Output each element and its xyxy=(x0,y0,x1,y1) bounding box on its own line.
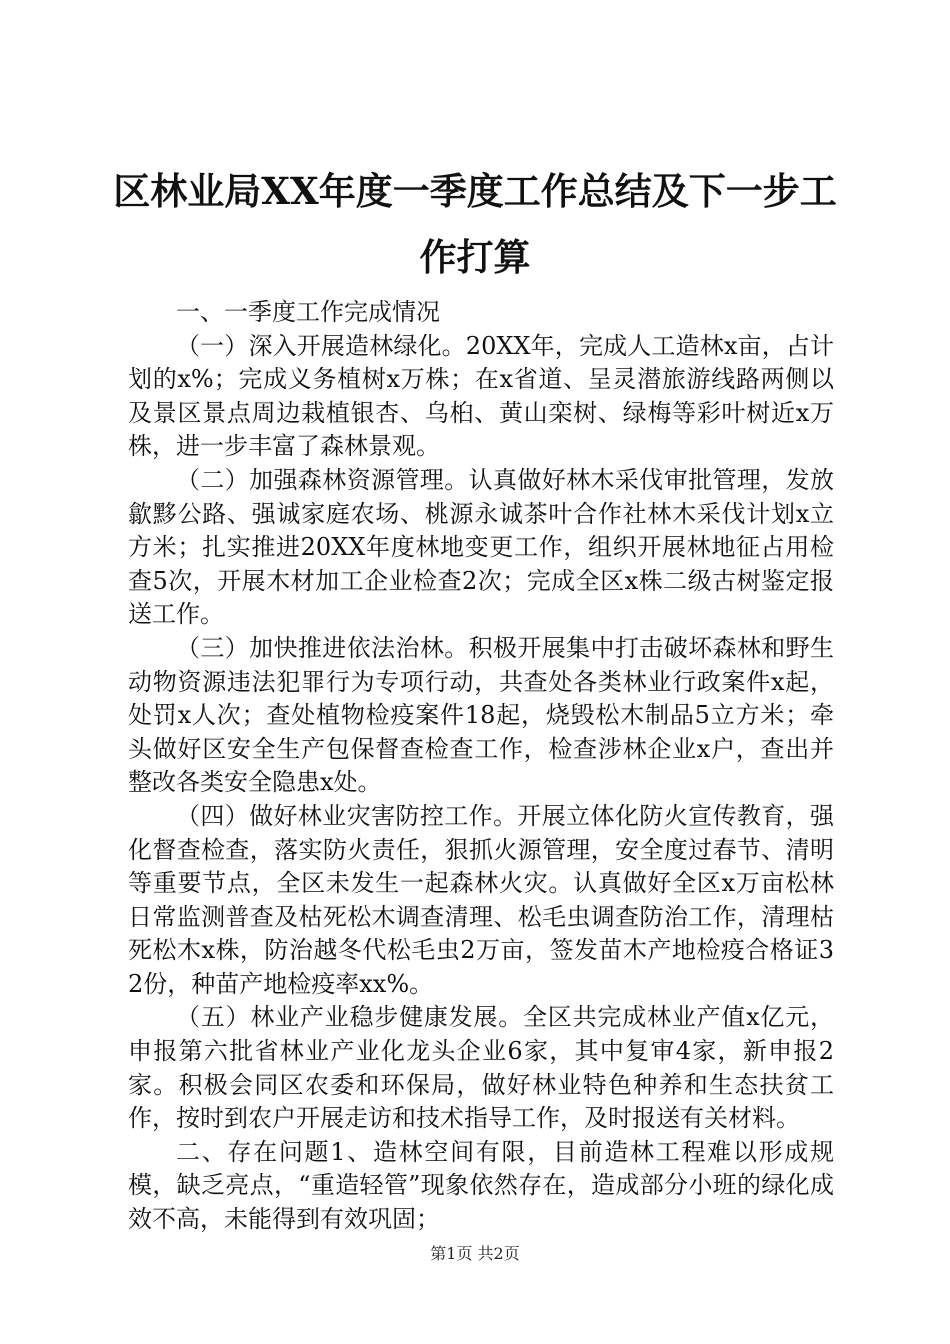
page-footer: 第1页 共2页 xyxy=(430,1244,520,1263)
paragraph-resource-management: （二）加强森林资源管理。认真做好林木采伐审批管理，发放歙黟公路、强诚家庭农场、桃源永诚茶叶合作社林木采伐计划x立方米；扎实推进20XX年度林地变更工作，组织开展林地征占用检查5次，开展木材加工企业检查2次；完成全区x株二级古树鉴定报送工作。 xyxy=(128,465,834,629)
paragraph-disaster-prevention: （四）做好林业灾害防控工作。开展立体化防火宣传教育，强化督查检查，落实防火责任，狠抓火源管理，安全度过春节、清明等重要节点，全区未发生一起森林火灾。认真做好全区x万亩松林日常监测普查及枯死松木调查清理、松毛虫调查防治工作，清理枯死松木x株，防治越冬代松毛虫2万亩，签发苗木产地检疫合格证32份，种苗产地检疫率xx%。 xyxy=(128,801,834,998)
paragraph-existing-problems: 二、存在问题1、造林空间有限，目前造林工程难以形成规模，缺乏亮点，“重造轻管”现象依然存在，造成部分小班的绿化成效不高，未能得到有效巩固； xyxy=(128,1137,834,1234)
document-title: 区林业局XX年度一季度工作总结及下一步工作打算 xyxy=(113,169,837,279)
document-body xyxy=(128,296,834,1237)
paragraph-law-enforcement: （三）加快推进依法治林。积极开展集中打击破坏森林和野生动物资源违法犯罪行为专项行动，共查处各类林业行政案件x起，处罚x人次；查处植物检疫案件18起，烧毁松木制品5立方米；牵头做好区安全生产包保督查检查工作，检查涉林企业x户，查出并整改各类安全隐患x处。 xyxy=(128,633,834,797)
paragraph-industry-development: （五）林业产业稳步健康发展。全区共完成林业产值x亿元，申报第六批省林业产业化龙头企业6家，其中复审4家，新申报2家。积极会同区农委和环保局，做好林业特色种养和生态扶贫工作，按时到农户开展走访和技术指导工作，及时报送有关材料。 xyxy=(128,1003,834,1133)
section-heading-1: 一、一季度工作完成情况 xyxy=(176,298,440,326)
paragraph-afforestation: （一）深入开展造林绿化。20XX年，完成人工造林x亩，占计划的x%；完成义务植树x万株；在x省道、呈灵潜旅游线路两侧以及景区景点周边栽植银杏、乌桕、黄山栾树、绿梅等彩叶树近x万株，进一步丰富了森林景观。 xyxy=(128,331,834,461)
